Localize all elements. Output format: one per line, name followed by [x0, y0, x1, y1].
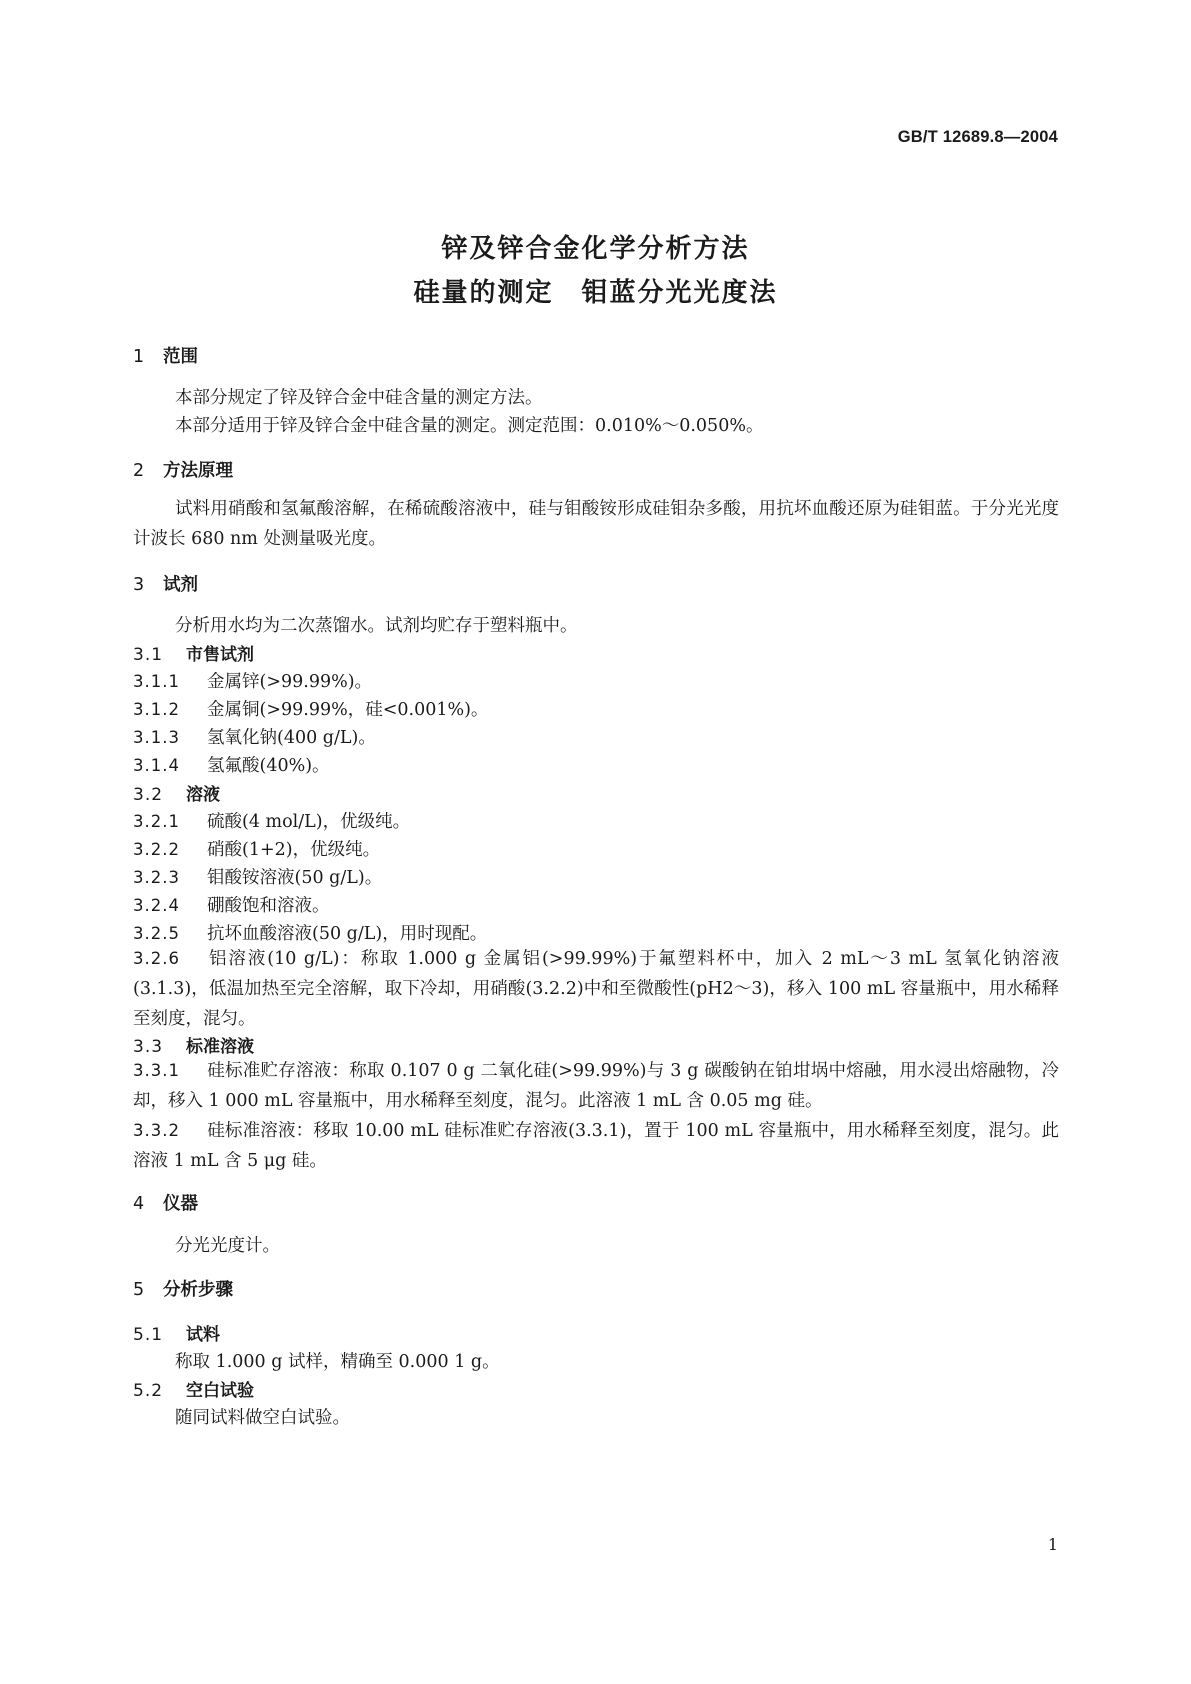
clause-number: 3.3.2 [133, 1121, 180, 1140]
clause-text: 硫酸(4 mol/L)，优级纯。 [207, 812, 411, 832]
subsection-5-1-heading [133, 1320, 220, 1345]
section-number: 3 [133, 575, 145, 595]
clause-number: 3.2.3 [133, 868, 180, 887]
clause-3-3-1 [133, 1056, 1059, 1116]
subsection-number: 5.2 [133, 1381, 164, 1401]
section-title: 试剂 [163, 575, 198, 595]
clause-text: 硝酸(1+2)，优级纯。 [207, 840, 381, 860]
clause-3-2-5 [133, 920, 487, 945]
clause-3-2-6 [133, 944, 1059, 1034]
document-title-line1: 锌及锌合金化学分析方法 [441, 234, 750, 264]
subsection-number: 5.1 [133, 1325, 164, 1345]
section-number: 4 [133, 1194, 145, 1214]
clause-3-2-1 [133, 808, 410, 833]
clause-3-1-1 [133, 668, 372, 693]
clause-text: 金属锌(>99.99%)。 [207, 672, 373, 692]
clause-text: 氢氟酸(40%)。 [207, 756, 330, 776]
subsection-title: 标准溶液 [186, 1037, 254, 1057]
clause-number: 3.2.4 [133, 896, 180, 915]
section-4-paragraph: 分光光度计。 [175, 1236, 280, 1256]
clause-3-1-4 [133, 752, 330, 777]
clause-3-1-3 [133, 724, 376, 749]
clause-number: 3.2.6 [133, 949, 180, 968]
clause-text: 钼酸铵溶液(50 g/L)。 [207, 868, 383, 888]
clause-text: 氢氧化钠(400 g/L)。 [207, 728, 376, 748]
clause-text: 硅标准贮存溶液：称取 0.107 0 g 二氧化硅(>99.99%)与 3 g 碳酸钠在铂坩埚中熔融，用水浸出熔融物，冷却，移入 1 000 mL 容量瓶中，用水稀释至刻度，混匀。此溶液 1 mL 含 0.05 mg 硅。 [133, 1061, 1059, 1111]
subsection-number: 3.2 [133, 785, 164, 805]
section-5-heading [133, 1276, 233, 1301]
subsection-title: 空白试验 [186, 1381, 254, 1401]
subsection-number: 3.1 [133, 645, 164, 665]
clause-text: 硅标准溶液：移取 10.00 mL 硅标准贮存溶液(3.3.1)，置于 100 mL 容量瓶中，用水稀释至刻度，混匀。此溶液 1 mL 含 5 μg 硅。 [133, 1121, 1059, 1171]
clause-number: 3.2.2 [133, 840, 180, 859]
section-title: 仪器 [163, 1194, 198, 1214]
section-1-paragraph-1: 本部分规定了锌及锌合金中硅含量的测定方法。 [175, 388, 543, 408]
subsection-number: 3.3 [133, 1037, 164, 1057]
subsection-3-2-heading [133, 780, 220, 805]
page-number: 1 [1047, 1535, 1058, 1554]
section-title: 范围 [163, 347, 198, 367]
clause-number: 3.1.4 [133, 756, 180, 775]
document-title-line2: 硅量的测定 钼蓝分光光度法 [413, 278, 778, 308]
clause-text: 金属铜(>99.99%，硅<0.001%)。 [207, 700, 489, 720]
subsection-3-3-heading [133, 1032, 254, 1057]
section-title: 方法原理 [163, 461, 233, 481]
clause-number: 3.1.1 [133, 672, 180, 691]
section-2-heading [133, 457, 233, 482]
section-4-heading [133, 1190, 198, 1215]
section-number: 5 [133, 1280, 145, 1300]
subsection-5-2-heading [133, 1376, 254, 1401]
clause-text: 抗坏血酸溶液(50 g/L)，用时现配。 [207, 924, 488, 944]
section-1-heading [133, 343, 198, 368]
standard-code: GB/T 12689.8—2004 [897, 128, 1058, 146]
clause-text: 硼酸饱和溶液。 [207, 896, 330, 916]
clause-3-3-2 [133, 1116, 1059, 1176]
section-2-paragraph: 试料用硝酸和氢氟酸溶解，在稀硫酸溶液中，硅与钼酸铵形成硅钼杂多酸，用抗坏血酸还原为硅钼蓝。于分光光度计波长 680 nm 处测量吸光度。 [133, 499, 1059, 549]
subsection-5-1-text: 称取 1.000 g 试样，精确至 0.000 1 g。 [175, 1352, 500, 1372]
section-3-paragraph: 分析用水均为二次蒸馏水。试剂均贮存于塑料瓶中。 [175, 616, 578, 636]
section-1-paragraph-2: 本部分适用于锌及锌合金中硅含量的测定。测定范围：0.010%～0.050%。 [175, 416, 764, 436]
clause-3-2-4 [133, 892, 330, 917]
section-number: 2 [133, 461, 145, 481]
subsection-5-2-text: 随同试料做空白试验。 [175, 1408, 350, 1428]
section-number: 1 [133, 347, 145, 367]
clause-number: 3.2.1 [133, 812, 180, 831]
clause-3-1-2 [133, 696, 488, 721]
subsection-title: 溶液 [186, 785, 220, 805]
clause-3-2-2 [133, 836, 380, 861]
clause-number: 3.2.5 [133, 924, 180, 943]
section-3-heading [133, 571, 198, 596]
clause-3-2-3 [133, 864, 382, 889]
subsection-title: 市售试剂 [186, 645, 254, 665]
section-title: 分析步骤 [163, 1280, 233, 1300]
clause-text: 铝溶液(10 g/L)：称取 1.000 g 金属铝(>99.99%)于氟塑料杯中，加入 2 mL～3 mL 氢氧化钠溶液(3.1.3)，低温加热至完全溶解，取下冷却，用硝酸(3.2.2)中和至微酸性(pH2～3)，移入 100 mL 容量瓶中，用水稀释至刻度，混匀。 [133, 949, 1059, 1029]
subsection-title: 试料 [186, 1325, 220, 1345]
clause-number: 3.1.2 [133, 700, 180, 719]
clause-number: 3.1.3 [133, 728, 180, 747]
clause-number: 3.3.1 [133, 1061, 180, 1080]
subsection-3-1-heading [133, 640, 254, 665]
